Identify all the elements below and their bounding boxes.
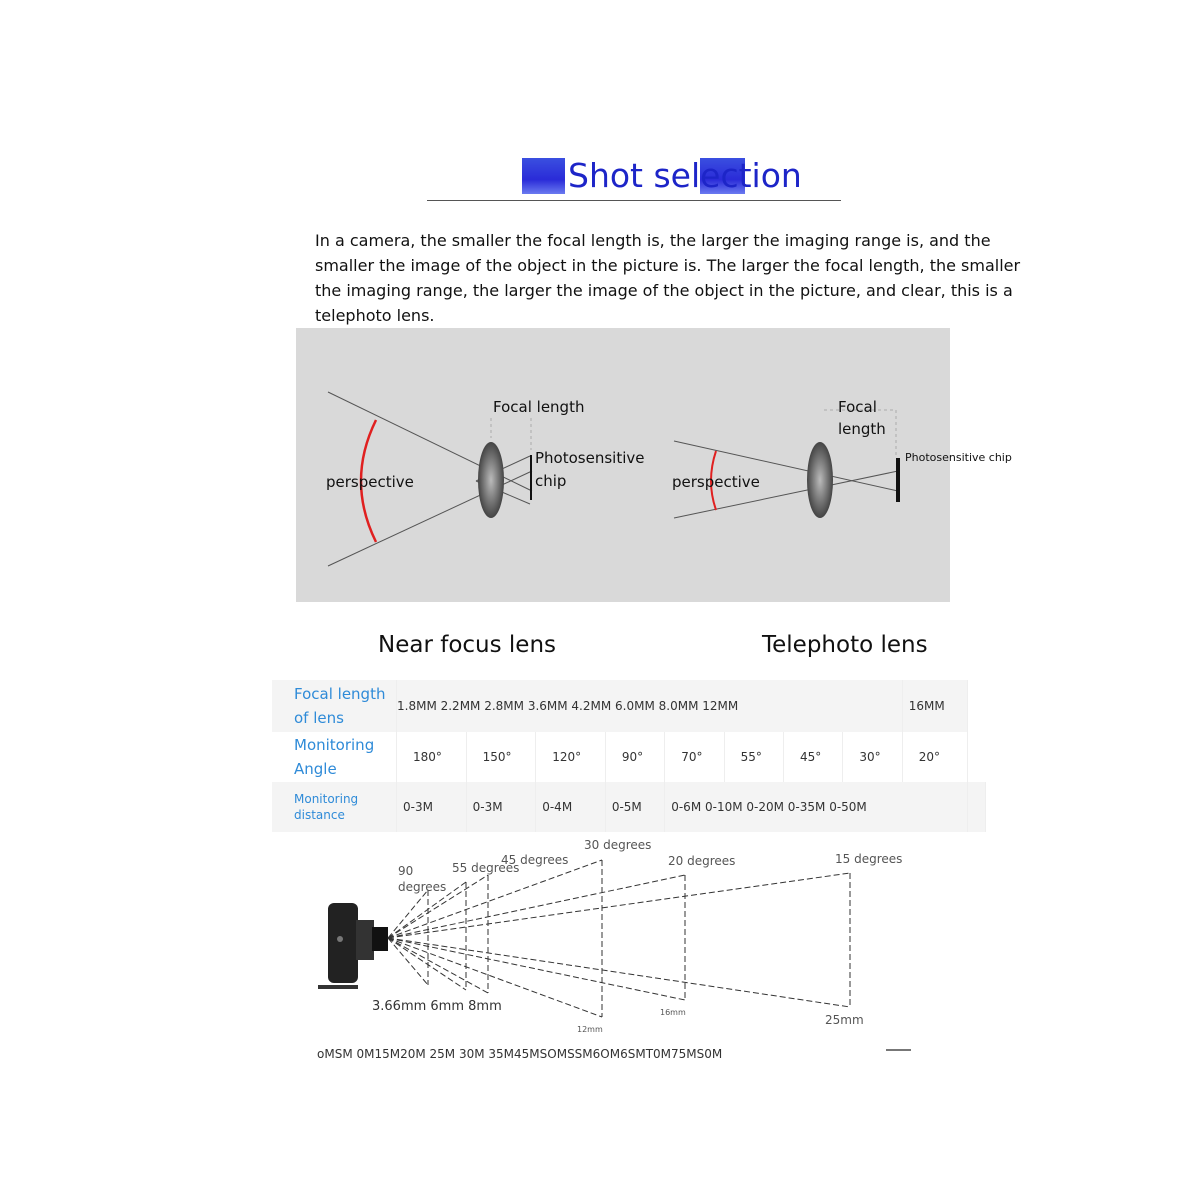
angle-cell: 45°	[784, 732, 843, 782]
chip-label: chip	[535, 472, 567, 490]
table-row	[272, 732, 986, 782]
angle-cell: 55°	[724, 732, 783, 782]
angle-cell: 150°	[466, 732, 536, 782]
angle-label: 15 degrees	[835, 852, 903, 866]
row-label: Monitoring distance	[272, 782, 397, 832]
wide-lens-diagram	[326, 392, 644, 566]
intro-paragraph: In a camera, the smaller the focal length is, the larger the imaging range is, and the smaller the image of the object in the picture is. The larger the focal length, the smaller the imaging range, the larger the image of the object in the picture, and clear, this is a telephoto lens.	[315, 231, 1021, 325]
chip-label: Photosensitive	[535, 449, 645, 467]
fov-ray	[388, 938, 850, 1007]
angle-label: degrees	[398, 880, 447, 894]
distance-cell: 0-5M	[605, 782, 664, 832]
fov-ray	[388, 938, 488, 993]
angle-label: 30 degrees	[584, 838, 652, 852]
mm-label: 12mm	[577, 1025, 603, 1034]
angle-label: 20 degrees	[668, 854, 736, 868]
telephoto-label: Telephoto lens	[762, 632, 928, 658]
title-text: Shot selection	[568, 156, 802, 195]
field-of-view-diagram	[310, 835, 920, 1049]
distance-scale: oMSM 0M15M20M 25M 30M 35M45MSOMSSM6OM6SMT0M75MS0M	[317, 1047, 723, 1061]
tele-lens-diagram	[672, 398, 1012, 518]
focal-value: 16MM	[902, 680, 968, 732]
lens-icon	[478, 442, 504, 518]
chip-label: Photosensitive chip	[905, 451, 1012, 464]
angle-cell: 70°	[665, 732, 724, 782]
focal-length-label: length	[838, 420, 886, 438]
near-focus-label: Near focus lens	[378, 632, 557, 658]
perspective-label: perspective	[672, 473, 760, 491]
highlight-block	[522, 158, 565, 194]
fov-ray	[388, 873, 850, 938]
lens-diagram	[296, 328, 1012, 602]
mm-label: 16mm	[660, 1008, 686, 1017]
angle-cell: 90°	[605, 732, 664, 782]
angle-cell: 180°	[397, 732, 467, 782]
angle-cell: 20°	[902, 732, 968, 782]
angle-label: 45 degrees	[501, 853, 569, 867]
angle-label: 90	[398, 864, 414, 878]
perspective-label: perspective	[326, 473, 414, 491]
row-label: Monitoring Angle	[272, 732, 397, 782]
distance-cell: 0-3M	[466, 782, 536, 832]
angle-cell: 120°	[536, 732, 606, 782]
lens-icon	[807, 442, 833, 518]
row-label: Focal length of lens	[272, 680, 397, 732]
camera-icon	[318, 903, 388, 989]
divider	[886, 1049, 911, 1051]
distance-cell: 0-6M 0-10M 0-20M 0-35M 0-50M	[665, 782, 968, 832]
focal-length-label: Focal	[838, 398, 877, 416]
distance-cell: 0-3M	[397, 782, 467, 832]
mm-label: 25mm	[825, 1013, 864, 1027]
fov-rays	[388, 860, 850, 1017]
focal-length-label: Focal length	[493, 398, 585, 416]
lens-spec-table	[272, 680, 986, 832]
section-title	[427, 150, 841, 201]
angle-cell: 30°	[843, 732, 902, 782]
angle-label: 55 degrees	[452, 861, 520, 875]
distance-cell: 0-4M	[536, 782, 606, 832]
fov-ray	[388, 938, 685, 1000]
table-row	[272, 680, 986, 732]
focal-values: 1.8MM 2.2MM 2.8MM 3.6MM 4.2MM 6.0MM 8.0MM 12MM	[397, 680, 903, 732]
mm-label: 3.66mm 6mm 8mm	[372, 999, 502, 1014]
table-row	[272, 782, 986, 832]
